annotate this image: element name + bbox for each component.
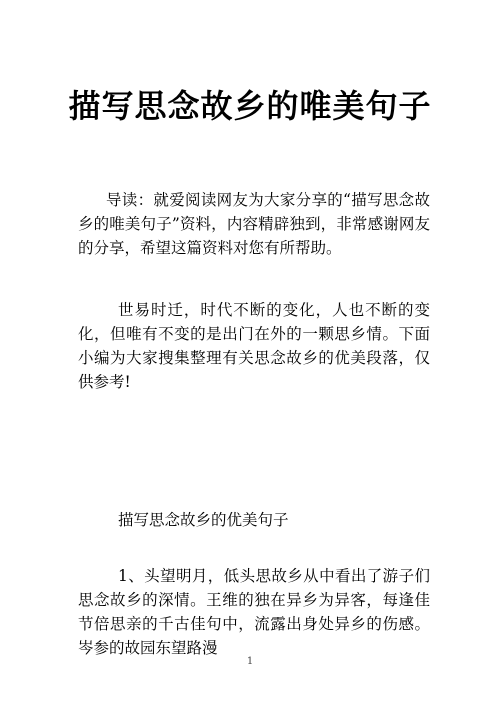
list-item-paragraph: 1、头望明月，低头思故乡从中看出了游子们思念故乡的深情。王维的独在异乡为异客，每逢佳节倍思亲的千古佳句中，流露出身处异乡的伤感。岑参的故园东望路漫 [78, 567, 430, 657]
page-number: 1 [246, 656, 254, 667]
body-paragraph: 世易时迁，时代不断的变化，人也不断的变化，但唯有不变的是出门在外的一颗思乡情。下面小编为大家搜集整理有关思念故乡的优美段落，仅供参考! [78, 301, 430, 391]
intro-paragraph: 导读：就爱阅读网友为大家分享的“描写思念故乡的唯美句子”资料，内容精辟独到，非常感谢网友的分享，希望这篇资料对您有所帮助。 [78, 191, 430, 257]
document-title: 描写思念故乡的唯美句子 [68, 87, 432, 125]
section-heading: 描写思念故乡的优美句子 [118, 511, 289, 529]
